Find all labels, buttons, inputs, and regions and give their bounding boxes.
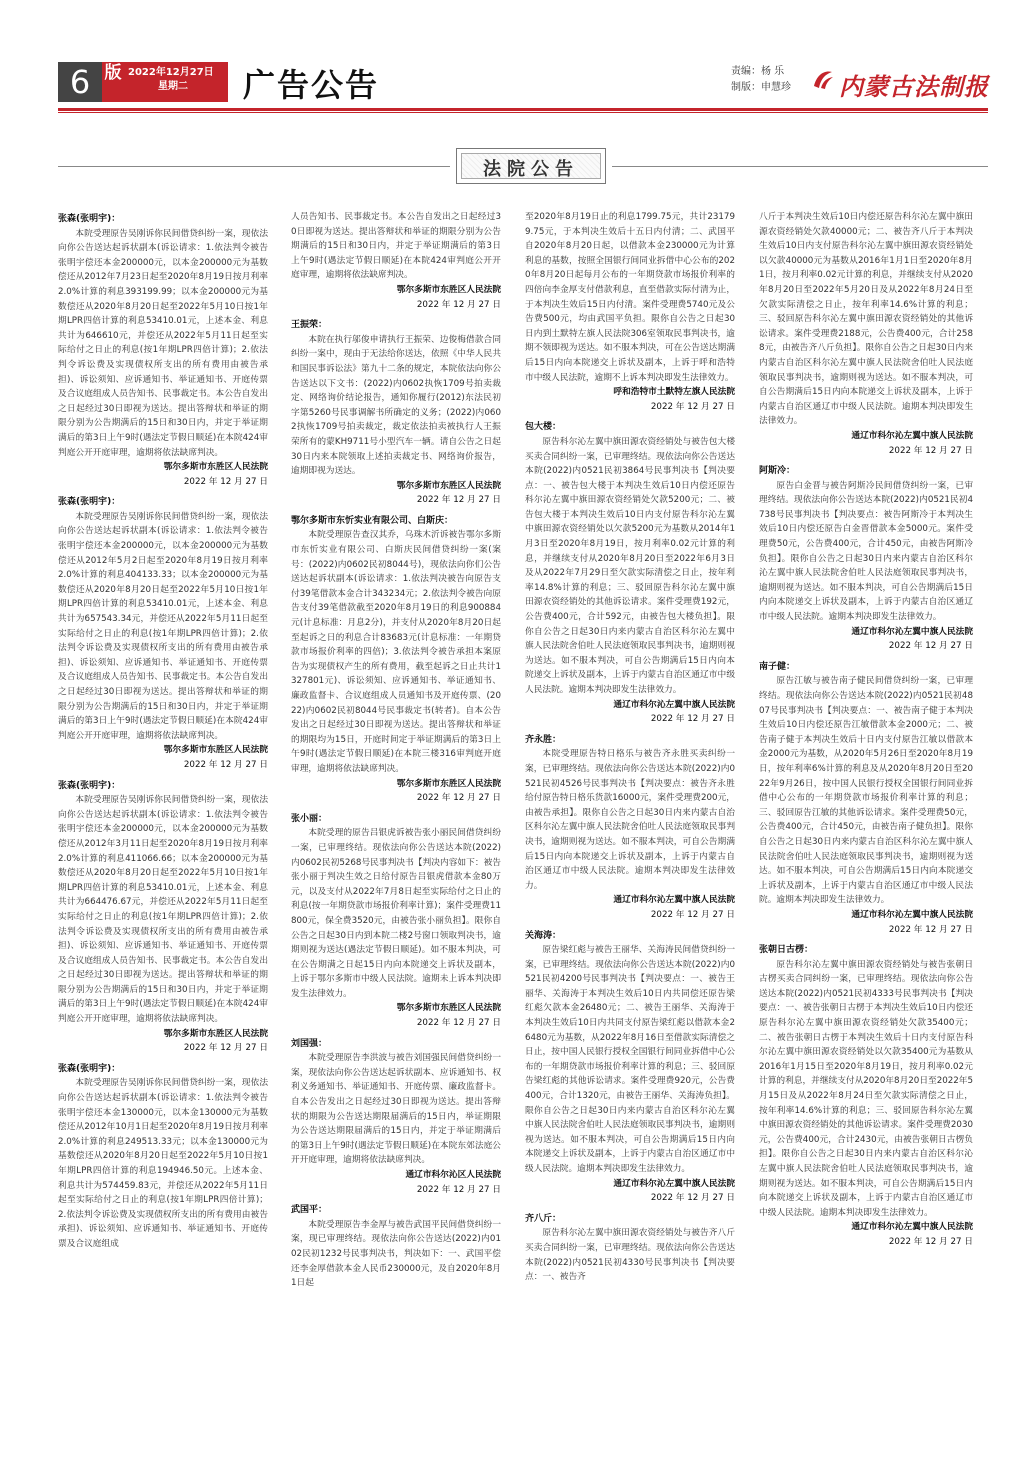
court-notice — [525, 733, 735, 923]
notice-date: 2022 年 12 月 27 日 — [888, 445, 973, 456]
notice-date: 2022 年 12 月 27 日 — [416, 793, 501, 804]
column-2 — [291, 210, 501, 1297]
banner-title: 法院公告 — [483, 159, 579, 180]
notice-addressee: 南子健： — [759, 661, 796, 672]
banner-divider-left — [58, 166, 450, 167]
notice-body: 原告白金晋与被告阿斯冷民间借贷纠纷一案，已审理终结。现依法向你公告送达本院(2022)内0521民初4738号民事判决书【判决要点：被告阿斯冷于本判决生效后10日内偿还原告白金晋借款本金5000元。案件受理费50元，公告费400元，合计450元，由被告阿斯冷负担】。限你自公告之日起30日内来内蒙古自治区科尔沁左翼中旗人民法院舍伯吐人民法庭领取民事判决书，逾期则视为送达。如不服本判决，可自公告期满后15日内向本院递交上诉状及副本，上诉于内蒙古自治区通辽市中级人民法院。逾期本判决即发生法律效力。 — [759, 480, 973, 623]
notice-addressee: 关海涛： — [525, 930, 562, 941]
notice-body: 本院在执行邬俊申请执行王振荣、边俊梅借款合同纠纷一案中，现由于无法给你送达，依照《中华人民共和国民事诉讼法》第九十二条的规定，本院依法向你公告送达以下文书：(2022)内0602执恢1709号拍卖裁定、网络询价结论报告，通知你履行(2012)东法民初字第5260号民事调解书所确定的义务；(2022)内0602执恢1709号拍卖裁定，裁定依法拍卖被执行人王振荣所有的蒙KH9711号小型汽车一辆。请自公告之日起30日内来本院领取上述拍卖裁定书、网络询价报告，逾期即视为送达。 — [291, 334, 501, 477]
issue-weekday: 星期二 — [158, 81, 188, 92]
court-notice — [58, 1062, 268, 1252]
court-notice — [525, 1212, 735, 1285]
court-notice — [759, 660, 973, 937]
notice-date: 2022 年 12 月 27 日 — [650, 909, 735, 920]
editor-name: 责编：杨 乐 — [731, 66, 785, 77]
notice-body: 本院受理原告吴刚诉你民间借贷纠纷一案，现依法向你公告送达起诉状副本(诉讼请求：1.依法判令被告张明宇偿还本金200000元，以本金200000元为基数偿还从2012年5月2日起至2020年8月19日按月利率2.0%计算的利息404133.33；以本金200000元为基数偿还从2020年8月20日起至2022年5月10日按1年期LPR四倍计算的利息53410.01元，上述本金、利息共计为657543.34元，并偿还从2022年5月11日起至实际给付之日止的利息(按1年期LPR四倍计算)；2.依法判令诉讼费及实现债权所支出的所有费用由被告承担)、诉讼须知、应诉通知书、举证通知书、开庭传票及合议庭组成人员告知书、民事裁定书。本公告自发出之日起经过30日即视为送达。提出答辩状和举证的期限分别为公告期满后的15日和30日内，并定于举证期满后的第3日上午9时(遇法定节假日顺延)在本院424审判庭公开开庭审理，逾期将依法缺席判决。 — [58, 511, 268, 741]
notice-body: 本院受理的原告吕银虎诉被告张小丽民间借贷纠纷一案，已审理终结。现依法向你公告送达本院(2022)内0602民初5268号民事判决书【判决内容如下：被告张小丽于判决生效之日给付原告吕银虎借款本金80万元，以及支付从2022年7月8日起至实际给付之日止的利息(按一年期贷款市场报价利率计算)；案件受理费11800元，保全费3520元，由被告张小丽负担】。限你自公告之日起30日内到本院二楼2号窗口领取判决书，逾期则视为送达(遇法定节假日顺延)。如不服本判决，可在公告期满之日起15日内向本院递交上诉状及副本，上诉于鄂尔多斯市中级人民法院。逾期未上诉本判决即发生法律效力。 — [291, 828, 501, 999]
notice-date: 2022 年 12 月 27 日 — [416, 1018, 501, 1029]
notice-body: 人员告知书、民事裁定书。本公告自发出之日起经过30日即视为送达。提出答辩状和举证的期限分别为公告期满后的15日和30日内，并定于举证期满后的第3日上午9时(遇法定节假日顺延)在本院424审判庭公开开庭审理，逾期将依法缺席判决。 — [291, 212, 501, 281]
notice-addressee: 齐八斤： — [525, 1213, 562, 1224]
producer-name: 制版：申慧珍 — [731, 82, 791, 93]
court-notice — [291, 514, 501, 806]
notice-court: 通辽市科尔沁左翼中旗人民法院 — [613, 1178, 735, 1189]
column-1 — [58, 210, 268, 1258]
notice-body: 原告江敏与被告南子健民间借贷纠纷一案，已审理终结。现依法向你公告送达本院(2022)内0521民初4807号民事判决书【判决要点：一、被告南子健于本判决生效后10日内偿还原告江敏借款本金2000元；二、被告南子健于本判决生效后十日内支付原告江敏以借款本金2000元为基数，从2020年5月26日至2020年8月19日，按年利率6%计算的利息及从2020年8月20日至2022年9月26日，按中国人民银行授权全国银行间同业拆借中心公布的一年期贷款市场报价利率计算的利息；三、驳回原告江敏的其他诉讼请求。案件受理费50元，公告费400元，合计450元，由被告南子健负担】。限你自公告之日起30日内来内蒙古自治区科尔沁左翼中旗人民法院舍伯吐人民法庭领取民事判决书，逾期则视为送达。如不服本判决，可自公告期满后15日内向本院递交上诉状及副本，上诉于内蒙古自治区通辽市中级人民法院。逾期本判决即发生法律效力。 — [759, 676, 973, 906]
notice-date: 2022 年 12 月 27 日 — [650, 714, 735, 725]
notice-addressee: 齐永胜： — [525, 734, 562, 745]
notice-date: 2022 年 12 月 27 日 — [888, 1236, 973, 1247]
notice-court: 鄂尔多斯市东胜区人民法院 — [396, 284, 501, 295]
notice-court: 通辽市科尔沁区人民法院 — [405, 1170, 501, 1180]
notice-court: 通辽市科尔沁左翼中旗人民法院 — [851, 1222, 973, 1233]
notice-court: 鄂尔多斯市东胜区人民法院 — [396, 778, 501, 789]
notice-addressee: 张森(张明宇)： — [58, 214, 121, 224]
notice-court: 通辽市科尔沁左翼中旗人民法院 — [851, 626, 973, 637]
newspaper-logo — [811, 64, 991, 101]
court-notice — [291, 1037, 501, 1198]
banner-divider-right — [612, 166, 988, 167]
notice-addressee: 张森(张明宇)： — [58, 780, 121, 791]
notice-body: 至2020年8月19日止的利息1799.75元，共计231799.75元，于本判决生效后十五日内付清；二、武国平自2020年8月20日起，以借款本金230000元为计算利息的基数，按照全国银行间同业拆借中心公布的2020年8月20日起每月公布的一年期贷款市场报价利率的四倍向李金厚支付借款利息，直至借款实际付清为止，于本判决生效后15日内付清。案件受理费5740元及公告费500元，均由武国平负担。限你自公告之日起30日内到土默特左旗人民法院306室领取民事判决书，逾期不领即视为送达。如不服本判决，可在公告送达期满后15日内向本院递交上诉状及副本，上诉于呼和浩特市中级人民法院，逾期不上诉本判决即发生法律效力。 — [525, 212, 735, 383]
page-header — [58, 62, 988, 110]
notice-body: 本院受理原告特日格乐与被告齐永胜买卖纠纷一案，已审理终结。现依法向你公告送达本院(2022)内0521民初4526号民事判决书【判决要点：被告齐永胜给付原告特日格乐货款16000元，案件受理费200元，由被告承担】。限你自公告之日起30日内来内蒙古自治区科尔沁左翼中旗人民法院舍伯吐人民法庭领取民事判决书，逾期则视为送达。如不服本判决，可自公告期满后15日内向本院递交上诉状及副本，上诉于内蒙古自治区通辽市中级人民法院。逾期本判决即发生法律效力。 — [525, 749, 735, 891]
notice-date: 2022 年 12 月 27 日 — [888, 641, 973, 652]
court-notice — [759, 943, 973, 1249]
notice-body: 本院受理原告李金厚与被告武国平民间借贷纠纷一案，现已审理终结。现依法向你公告送达(2022)内0102民初1232号民事判决书，判决如下：一、武国平偿还李金厚借款本金人民币230000元，及自2020年8月1日起 — [291, 1219, 501, 1289]
court-notice — [525, 210, 735, 414]
notice-body: 本院受理原告李洪波与被告刘国强民间借贷纠纷一案，现依法向你公告送达起诉状副本、应诉通知书、权利义务通知书、举证通知书、开庭传票、廉政监督卡。自本公告发出之日起经过30日即视为送达。提出答辩状的期限为公告送达期限届满后的15日内，举证期限为公告送达期限届满后的15日内，并定于举证期满后的第3日上午9时(遇法定节假日顺延)在本院东郊法庭公开开庭审理，逾期将依法缺席判决。 — [291, 1053, 501, 1166]
notice-body: 原告科尔沁左翼中旗田源农资经销处与被告张朝日古楞买卖合同纠纷一案，已审理终结。现依法向你公告送达本院(2022)内0521民初4333号民事判决书【判决要点：一、被告张朝日古楞于本判决生效后10日内偿还原告科尔沁左翼中旗田源农资经销处欠款35400元；二、被告张朝日古楞于本判决生效后十日内支付原告科尔沁左翼中旗田源农资经销处以欠款35400元为基数从2016年1月15日至2020年8月19日，按月利率0.02元计算的利息，并继续支付从2020年8月20日至2022年5月15日及从2022年8月24日至欠款实际清偿之日止，按年利率14.6%计算的利息；三、驳回原告科尔沁左翼中旗田源农资经销处的其他诉讼请求。案件受理费2030元，公告费400元，合计2430元，由被告张朝日古楞负担】。限你自公告之日起30日内来内蒙古自治区科尔沁左翼中旗人民法院舍伯吐人民法庭领取民事判决书，逾期则视为送达。如不服本判决，可自公告期满后15日内向本院递交上诉状及副本，上诉于内蒙古自治区通辽市中级人民法院。逾期本判决即发生法律效力。 — [759, 959, 974, 1218]
court-notice — [291, 210, 501, 312]
notice-addressee: 刘国强： — [291, 1038, 328, 1049]
court-notice — [291, 318, 501, 508]
section-title: 广告公告 — [243, 66, 380, 104]
edition-label: 版 — [102, 62, 124, 102]
notice-addressee: 鄂尔多斯市东忻实业有限公司、白斯庆： — [291, 515, 454, 526]
notice-body: 本院受理原告查汉其乔，乌珠木沂诉被告鄂尔多斯市东忻实业有限公司、白斯庆民间借贷纠纷一案(案号：(2022)内0602民初8044号)，现依法向你们公告送达起诉状副本(诉讼请求：1.依法判决被告向原告支付39笔借款本金合计343234元；2.依法判令被告向原告支付39笔借款截至2020年8月19日的利息900884元(计息标准：月息2分)，并支付从2020年8月20日起至起诉之日的利息合计83683元(计息标准：一年期贷款市场报价利率的四倍)；3.依法判令被告承担本案原告为实现债权产生的所有费用，截至起诉之日止共计1327801元)、诉讼须知、应诉通知书、举证通知书、廉政监督卡、合议庭组成人员通知书及开庭传票、(2022)内0602民初8044号民事裁定书(转者)。自本公告发出之日起经过30日即视为送达。提出答辩状和举证的期限均为15日，开庭时间定于举证期满后的第3日上午9时(遇法定节假日顺延)在本院三楼316审判庭开庭审理，逾期将依法缺席判决。 — [291, 530, 501, 774]
notice-body: 本院受理原告吴刚诉你民间借贷纠纷一案，现依法向你公告送达起诉状副本(诉讼请求：1.依法判令被告张明宇偿还本金200000元，以本金200000元为基数偿还从2012年3月11日起至2020年8月19日按月利率2.0%计算的利息411066.66；以本金200000元为基数偿还从2020年8月20日起至2022年5月10日按1年期LPR四倍计算的利息53410.01元，上述本金、利息共计为664476.67元，并偿还从2022年5月11日起至实际给付之日止的利息(按1年期LPR四倍计算)；2.依法判令诉讼费及实现债权所支出的所有费用由被告承担)、诉讼须知、应诉通知书、举证通知书、开庭传票及合议庭组成人员告知书、民事裁定书。本公告自发出之日起经过30日即视为送达。提出答辩状和举证的期限分别为公告期满后的15日和30日内，并定于举证期满后的第3日上午9时(遇法定节假日顺延)在本院424审判庭公开开庭审理，逾期将依法缺席判决。 — [58, 795, 268, 1025]
notice-date: 2022 年 12 月 27 日 — [416, 495, 501, 506]
notice-body: 原告梁红彪与被告王丽华、关海涛民间借贷纠纷一案，已审理终结。现依法向你公告送达本院(2022)内0521民初4200号民事判决书【判决要点：一、被告王丽华、关海涛于本判决生效后10日内共同偿还原告梁红彪欠款本金26480元；二、被告王丽华、关海涛于本判决生效后10日内共同支付原告梁红彪以借款本金26480元为基数，从2022年8月16日至借款实际清偿之日止，按中国人民银行授权全国银行间同业拆借中心公布的一年期贷款市场报价利率计算的利息；三、驳回原告梁红彪的其他诉讼请求。案件受理费920元，公告费400元，合计1320元，由被告王丽华、关海涛负担】。限你自公告之日起30日内来内蒙古自治区科尔沁左翼中旗人民法院舍伯吐人民法庭领取民事判决书，逾期则视为送达。如不服本判决，可自公告期满后15日内向本院递交上诉状及副本，上诉于内蒙古自治区通辽市中级人民法院。逾期本判决即发生法律效力。 — [525, 945, 735, 1174]
court-notice — [759, 210, 973, 458]
court-notice — [525, 420, 735, 726]
notice-body: 原告科尔沁左翼中旗田源农资经销处与被告齐八斤买卖合同纠纷一案，已审理终结。现依法向你公告送达本院(2022)内0521民初4330号民事判决书【判决要点：一、被告齐 — [525, 1228, 735, 1283]
notice-date: 2022 年 12 月 27 日 — [183, 1043, 268, 1054]
notice-date: 2022 年 12 月 27 日 — [416, 1184, 501, 1195]
notice-court: 通辽市科尔沁左翼中旗人民法院 — [851, 909, 973, 920]
notice-body: 本院受理原告吴刚诉你民间借贷纠纷一案，现依法向你公告送达起诉状副本(诉讼请求：1.依法判令被告张明宇偿还本金130000元，以本金130000元为基数偿还从2012年10月1日起至2020年8月19日按月利率2.0%计算的利息249513.33元；以本金130000元为基数偿还从2020年8月20日起至2022年5月10日按1年期LPR四倍计算的利息194946.50元。上述本金、利息共计为574459.83元，并偿还从2022年5月11日起至实际给付之日止的利息(按1年期LPR四倍计算)；2.依法判令诉讼费及实现债权所支出的所有费用由被告承担)、诉讼须知、应诉通知书、举证通知书、开庭传票及合议庭组成 — [58, 1078, 268, 1249]
notice-court: 呼和浩特市土默特左旗人民法院 — [613, 387, 735, 398]
section-banner — [456, 148, 606, 184]
issue-date-box — [124, 62, 228, 102]
notice-body: 八斤于本判决生效后10日内偿还原告科尔沁左翼中旗田源农资经销处欠款40000元；二、被告齐八斤于本判决生效后10日内支付原告科尔沁左翼中旗田源农资经销处以欠款40000元为基数从2016年1月1日至2020年8月1日，按月利率0.02元计算的利息，并继续支付从2020年8月20日至2022年5月20日及从2022年8月24日至欠款实际清偿之日止，按年利率14.6%计算的利息；三、驳回原告科尔沁左翼中旗田源农资经销处的其他诉讼请求。案件受理费2188元，公告费400元，合计2588元，由被告齐八斤负担】。限你自公告之日起30日内来内蒙古自治区科尔沁左翼中旗人民法院舍伯吐人民法庭领取民事判决书，逾期则视为送达。如不服本判决，可自公告期满后15日内向本院递交上诉状及副本，上诉于内蒙古自治区通辽市中级人民法院。逾期本判决即发生法律效力。 — [759, 212, 973, 427]
editor-credits — [731, 64, 791, 96]
court-notice — [291, 1203, 501, 1291]
court-notice — [58, 495, 268, 772]
column-4 — [759, 210, 973, 1256]
notice-court: 鄂尔多斯市东胜区人民法院 — [396, 480, 501, 491]
notice-court: 鄂尔多斯市东胜区人民法院 — [396, 1003, 501, 1014]
notice-addressee: 武国平： — [291, 1205, 328, 1216]
notice-court: 通辽市科尔沁左翼中旗人民法院 — [851, 430, 973, 441]
notice-date: 2022 年 12 月 27 日 — [416, 299, 501, 310]
court-notice — [291, 812, 501, 1031]
court-notice — [58, 212, 268, 489]
notice-date: 2022 年 12 月 27 日 — [650, 401, 735, 412]
notice-court: 鄂尔多斯市东胜区人民法院 — [163, 745, 268, 756]
notice-court: 鄂尔多斯市东胜区人民法院 — [163, 462, 268, 473]
notice-court: 通辽市科尔沁左翼中旗人民法院 — [613, 699, 735, 710]
notice-addressee: 张小丽： — [291, 813, 328, 824]
notice-date: 2022 年 12 月 27 日 — [183, 476, 268, 487]
court-notice — [525, 929, 735, 1206]
logo-icon — [811, 68, 835, 92]
notice-court: 鄂尔多斯市东胜区人民法院 — [163, 1028, 268, 1039]
issue-date: 2022年12月27日 — [128, 67, 214, 78]
header-rule — [58, 108, 988, 111]
notice-addressee: 包大楼： — [525, 422, 562, 433]
page-number: 6 — [58, 62, 102, 102]
notice-addressee: 张森(张明宇)： — [58, 497, 121, 508]
notice-addressee: 张朝日古楞： — [759, 945, 814, 956]
court-notice — [759, 464, 973, 654]
notice-date: 2022 年 12 月 27 日 — [183, 759, 268, 770]
header-rule-thin — [58, 112, 988, 113]
logo-text: 内蒙古法制报 — [839, 73, 989, 101]
notice-addressee: 阿斯冷： — [759, 466, 796, 477]
notice-body: 本院受理原告吴刚诉你民间借贷纠纷一案，现依法向你公告送达起诉状副本(诉讼请求：1.依法判令被告张明宇偿还本金200000元，以本金200000元为基数偿还从2012年7月23日起至2020年8月19日按月利率2.0%计算的利息393199.99；以本金200000元为基数偿还从2020年8月20日起至2022年5月10日按1年期LPR四倍计算的利息53410.01元，上述本金、利息共计为646610元，并偿还从2022年5月11日起至实际给付之日止的利息(按1年期LPR四倍计算)；2.依法判令诉讼费及实现债权所支出的所有费用由被告承担)、诉讼须知、应诉通知书、举证通知书、开庭传票及合议庭组成人员告知书、民事裁定书。本公告自发出之日起经过30日即视为送达。提出答辩状和举证的期限分别为公告期满后的15日和30日内，并定于举证期满后的第3日上午9时(遇法定节假日顺延)在本院424审判庭公开开庭审理，逾期将依法缺席判决。 — [58, 228, 268, 458]
notice-addressee: 张森(张明宇)： — [58, 1063, 121, 1074]
notice-date: 2022 年 12 月 27 日 — [650, 1193, 735, 1204]
notice-court: 通辽市科尔沁左翼中旗人民法院 — [613, 895, 735, 906]
court-notice — [58, 779, 268, 1056]
notice-date: 2022 年 12 月 27 日 — [888, 924, 973, 935]
notice-body: 原告科尔沁左翼中旗田源农资经销处与被告包大楼买卖合同纠纷一案，已审理终结。现依法向你公告送达本院(2022)内0521民初3864号民事判决书【判决要点：一、被告包大楼于本判决生效后10日内偿还原告科尔沁左翼中旗田源农资经销处欠款5200元；二、被告包大楼于本判决生效后10日内支付原告科尔沁左翼中旗田源农资经销处以欠款5200元为基数从2014年1月3日至2020年8月19日，按月利率0.02元计算的利息，并继续支付从2020年8月20日至2022年6月3日及从2022年7月29日至欠款实际清偿之日止，按年利率14.8%计算的利息；三、驳回原告科尔沁左翼中旗田源农资经销处的其他诉讼请求。案件受理费192元，公告费400元，合计592元，由被告包大楼负担】。限你自公告之日起30日内来内蒙古自治区科尔沁左翼中旗人民法院舍伯吐人民法庭领取民事判决书，逾期则视为送达。如不服本判决，可自公告期满后15日内向本院递交上诉状及副本，上诉于内蒙古自治区通辽市中级人民法院。逾期本判决即发生法律效力。 — [525, 436, 735, 695]
column-3 — [525, 210, 735, 1291]
notice-addressee: 王振荣： — [291, 320, 328, 331]
